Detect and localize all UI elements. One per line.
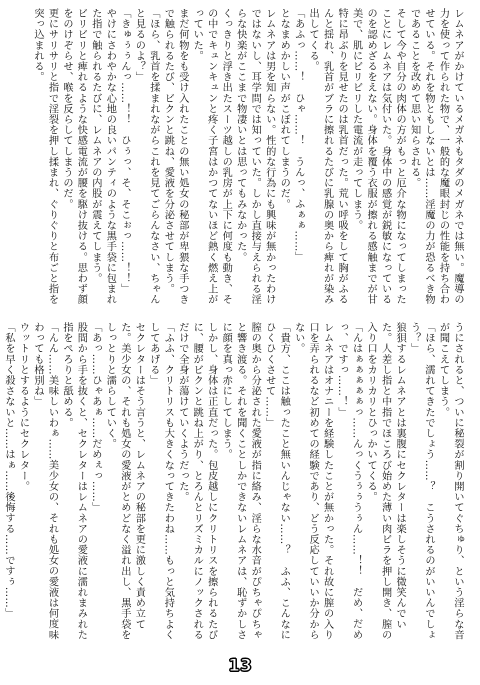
lower-paragraph: 股間から手を抜くと、セクレターはレムネアの愛液に濡れまみれた指をぺろりと舐める。 [60,322,87,640]
text-block-lower [2,322,464,648]
lower-paragraph: 「んん……美味しいわぁ……美少女の、それも処女の愛液は何度味わっても格別ね」 [31,322,58,640]
upper-paragraph: レムネアがかけているメガネもタダのメガネでは無い。魔導の力を使って作られた物で、一般的な魔眼封じの性能を持ち合わせている。それを物ともしないとは……淫魔の力が恐るべき物であることを改めて思い知らされる。 [408,8,463,305]
upper-paragraph: 特に昂ぶりを見せたのは乳首だった。荒い呼吸をして胸がふるんと揺れ、乳首がブラに擦れるたびに乳腺の奥から痺れが染み出してくる。 [307,8,348,305]
lower-paragraph: 「私を早く殺さないと……はぁ……後悔する……ですぅ……」 [2,322,14,619]
upper-paragraph: 更にサリサリと指で淫裂を押し揉まれ、ぐりぐりと布ごと指を突っ込まれる。 [31,8,58,305]
upper-paragraph: やけにさわやかな心地の良いパンティのような黒手袋に包まれた指で触られるたびに、レムネアの内股が震えてしまう。 [89,8,116,305]
upper-paragraph: 「きゅぅぅんっ……！！ ひぅっ、そ、そこぉっ……！！」 [118,8,130,295]
lower-paragraph: 「ほら、濡れてきたでしょう……？ こうされるのがいいんでしょう？」 [408,322,435,640]
text-block-upper [12,8,464,308]
lower-paragraph: レムネアはオナニーを経験したことが無かった。それ故に膣の入り口を弄られるなど初めての経験であり、どう反応していいか分からない。 [292,322,333,640]
upper-paragraph: となまめかしい声がこぼれてしまうのだ。 [278,8,290,210]
lower-paragraph: 「ふふ、クリトリスも大きくなってきたわね……もっと気持ちよくしてあげる」 [147,322,174,640]
lower-paragraph: 「貴方、ここは触ったこと無いんじゃない……？ ふふ、こんなにひくひくさせて……」 [263,322,290,640]
upper-paragraph: そして今や自分の肉体の方がもっと厄介な物になってしまったことにレムネアは気付いた。身体中の感覚が鋭敏になっているのを認めざるをえない。身体を覆う衣服が擦れる感触までが甘美で、肌にビリビリした電流が走ってしまう。 [350,8,406,305]
upper-paragraph: 「ほら、乳首を揉まれながらこれを見てごらんなさい、ちゃんと見るのよ？」 [133,8,159,305]
lower-paragraph: しかし、身体は正直だった。包皮越しにクリトリスを擦られるたびに、腰がビクンと跳ね上がり、とろんとリズミカルにノックされるだけで全身が蕩けていくようだった。 [176,322,217,640]
lower-paragraph: 「んはぁぁぁぁぁっ……んっくうぅぅうぅん……！！ だめ、だめっ、ですっ……！」 [336,322,362,640]
page-number: 13 [228,656,252,676]
lower-paragraph: ウットリとするようにセクレター。 [17,322,29,492]
lower-paragraph: セクレターはそう言うと、レムネアの秘部を更に激しく責め立てた。美少女の、それも処女の愛液がとめどなく溢れ出し、黒手袋をしっとりと濡らしていく。 [104,322,145,640]
lower-paragraph: うにされると、ついに秘裂が割り開いてぐちゅり、という淫らな音が聞こえてしまう。 [437,322,463,640]
upper-paragraph: くっきりと浮き出たスーツ越しの乳房が上下に何度も動き、その中でキュンキュンと疼く子宮はかつてないほど熱く燃え上がっていた。 [191,8,232,305]
upper-paragraph: まだ何物をも受け入れたことの無い処女の秘部が卑猥な手つきで触られるたび、ビクンと跳ね、愛液を分泌させてしまう。 [162,8,188,305]
lower-paragraph: 膣の奥から分泌された愛液が指に絡み、淫らな水音がぴちゃぴちゃと響き渡る。それを聞くことしかできないレムネアは、恥ずかしさに顔を真っ赤にしてしまう。 [220,322,261,640]
upper-paragraph: ビリビリと痺れるような快感電流が腰を駆け抜ける。思わず顔をのけぞらせ、喉を反らしてしまうのだ。 [60,8,87,305]
lower-paragraph: 狼狽するレムネアとは裏腹にセクレターは楽しそうに微笑んでいた。人差し指と中指でほころび始めた薄い肉ビラを押し開き、膣の入り口をカリカリとひっかいてくる。 [365,322,406,640]
lower-paragraph: 「あっ……ひゃあぁ……だめぇっ……」 [89,322,101,513]
upper-paragraph: レムネアは男を知らない。性的な行為にも興味が無かったわけではないし、耳学問では知っていた。しかし直接与えられる淫らな快楽がここまで物凄いとは思ってもみなかった。 [234,8,275,305]
upper-paragraph: 「あふっ……！ ひゃ……！ うんっ、ふぁぁ……」 [292,8,304,263]
